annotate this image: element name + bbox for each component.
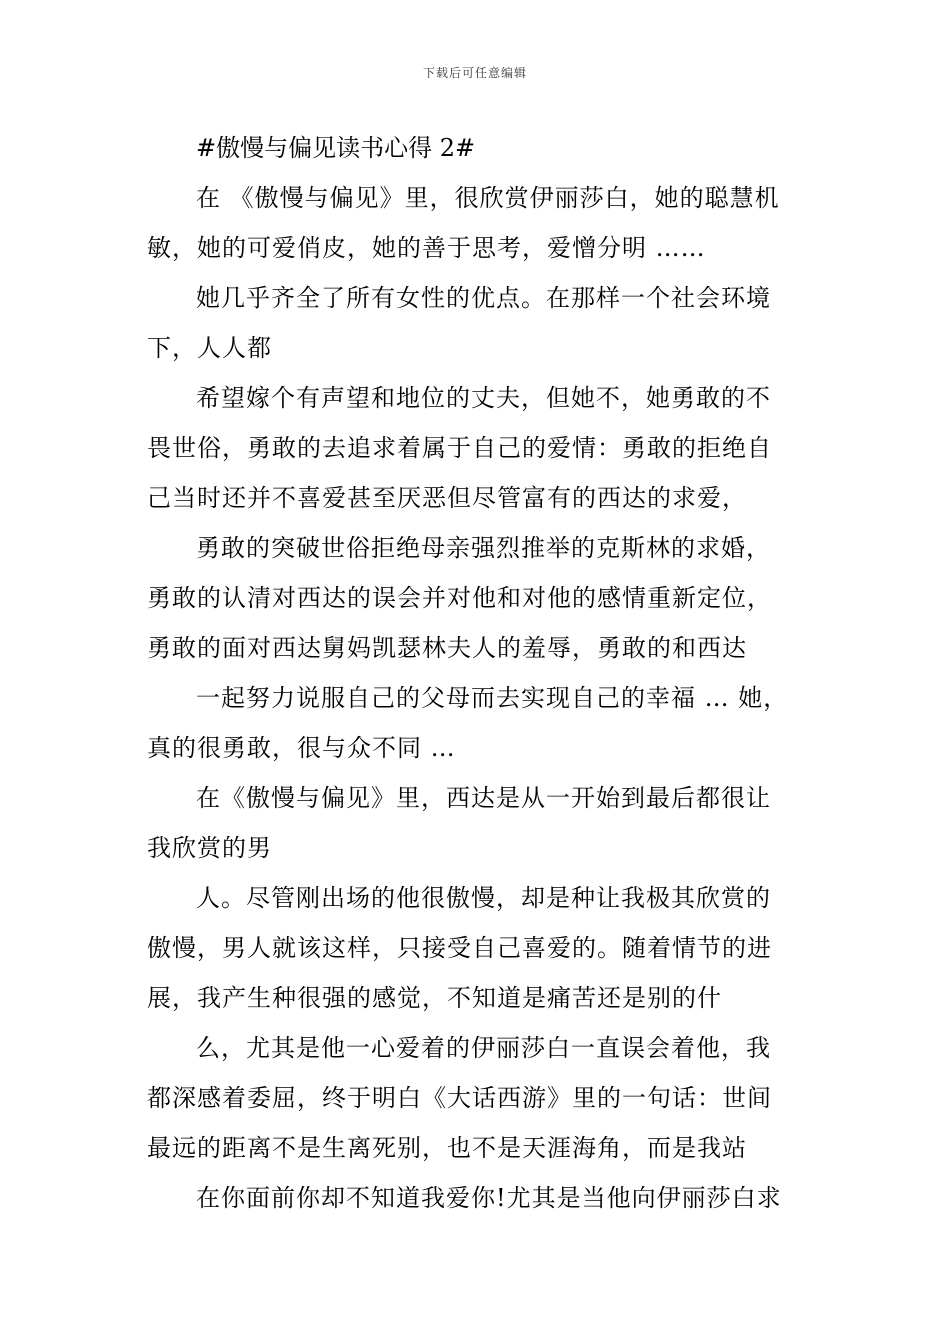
text-line: 己当时还并不喜爱甚至厌恶但尽管富有的西达的求爱， <box>147 484 747 512</box>
paragraph-lines <box>147 173 827 1223</box>
text-line: 畏世俗，勇敢的去追求着属于自己的爱情：勇敢的拒绝自 <box>147 434 772 462</box>
text-line: 勇敢的认清对西达的误会并对他和对他的感情重新定位， <box>147 584 772 612</box>
page-header-note: 下载后可任意编辑 <box>422 66 527 80</box>
document-body <box>147 123 827 1223</box>
text-line: 一起努力说服自己的父母而去实现自己的幸福 … 她， <box>196 684 789 712</box>
text-line: 人。尽管刚出场的他很傲慢，却是种让我极其欣赏的 <box>196 884 771 912</box>
text-line: 勇敢的面对西达舅妈凯瑟林夫人的羞辱，勇敢的和西达 <box>147 634 747 662</box>
text-line: 最远的距离不是生离死别，也不是天涯海角，而是我站 <box>147 1134 747 1162</box>
text-line: 她几乎齐全了所有女性的优点。在那样一个社会环境 <box>196 284 771 312</box>
text-line: 么，尤其是他一心爱着的伊丽莎白一直误会着他，我 <box>196 1034 771 1062</box>
document-title: #傲慢与偏见读书心得 2# <box>196 134 476 162</box>
text-line: 真的很勇敢，很与众不同 … <box>147 734 456 762</box>
text-line: 在你面前你却不知道我爱你!尤其是当他向伊丽莎白求 <box>196 1184 782 1212</box>
text-line: 敏，她的可爱俏皮，她的善于思考，爱憎分明 …… <box>147 234 706 262</box>
text-line: 都深感着委屈，终于明白《大话西游》里的一句话：世间 <box>147 1084 772 1112</box>
text-line: 我欣赏的男 <box>147 834 272 862</box>
text-line: 下，人人都 <box>147 334 272 362</box>
text-line: 在 《傲慢与偏见》里，很欣赏伊丽莎白，她的聪慧机 <box>196 184 780 212</box>
text-line: 展，我产生种很强的感觉，不知道是痛苦还是别的什 <box>147 984 722 1012</box>
text-line: 在《傲慢与偏见》里，西达是从一开始到最后都很让 <box>196 784 771 812</box>
text-line: 勇敢的突破世俗拒绝母亲强烈推举的克斯林的求婚， <box>196 534 771 562</box>
text-line: 希望嫁个有声望和地位的丈夫，但她不，她勇敢的不 <box>196 384 771 412</box>
text-line: 傲慢，男人就该这样，只接受自己喜爱的。随着情节的进 <box>147 934 772 962</box>
